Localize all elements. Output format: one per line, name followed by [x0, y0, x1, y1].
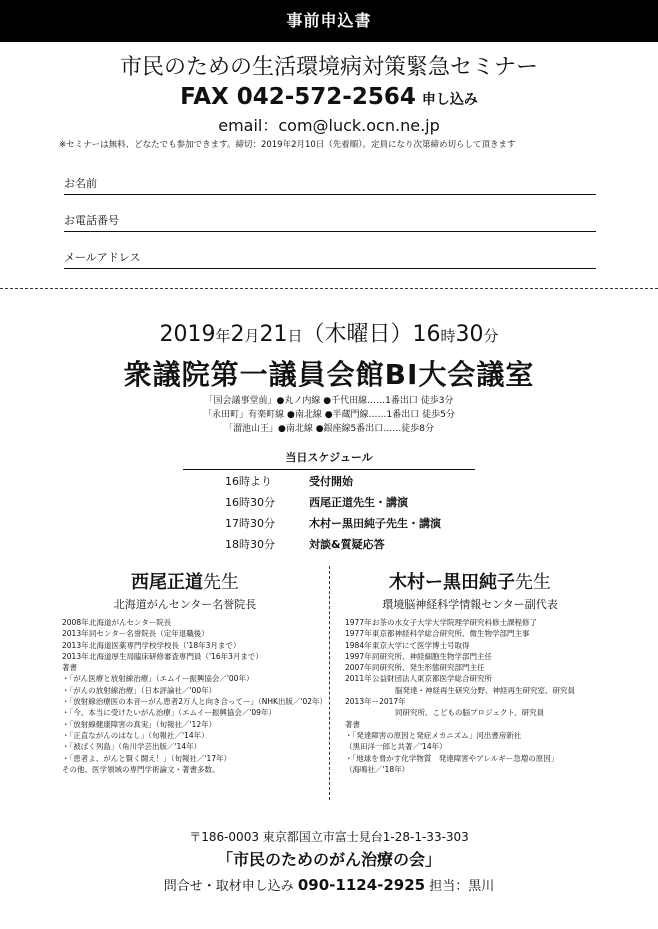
bio-text: ・「被ばく列島」（角川学芸出版／'14年）: [62, 742, 202, 752]
bio-text: 著書: [62, 663, 77, 673]
bio-text: ・「正直ながんのはなし」（旬報社／'14年）: [62, 730, 209, 740]
bio-line: [345, 741, 575, 752]
bio-text: ・「今、本当に受けたいがん治療」（エムイー振興協会／'09年）: [62, 708, 276, 718]
notice-text: ※セミナーは無料、どなたでも参加できます。締切：2019年2月10日（先着順）。定員になり次第締め切らして頂きます: [59, 140, 516, 150]
schedule-time: 16時より: [225, 475, 272, 488]
bio-year: 2013年: [62, 629, 89, 639]
access-line: 「国会議事堂前」●丸ノ内線 ●千代田線……1番出口 徒歩3分: [204, 396, 454, 406]
event-day: 21: [259, 322, 288, 347]
bio-line: [62, 753, 327, 764]
schedule-row: [225, 536, 441, 557]
bio-text: 著書: [345, 719, 360, 729]
bio-text: その他、医学領域の専門学術論文・著書多数。: [62, 764, 220, 774]
bio-year: 2013年: [62, 651, 89, 661]
bio-year: 2008年: [62, 618, 89, 627]
bio-text: ・「がんの放射線治療」（日本評論社／'00年）: [62, 685, 217, 695]
name-field[interactable]: [64, 177, 596, 195]
schedule-event: 木村ー黒田純子先生・講演: [309, 517, 441, 530]
speaker-bio: [345, 617, 575, 775]
bio-line: [345, 764, 575, 775]
schedule-time: 16時30分: [225, 496, 275, 509]
event-venue: 衆議院第一議員会館BI大会議室: [123, 358, 535, 391]
phone-field-label: お電話番号: [64, 214, 119, 227]
event-month: 2: [230, 322, 245, 347]
access-line: 「永田町」有楽町線 ●南北線 ●半蔵門線……1番出口 徒歩5分: [203, 410, 455, 420]
email-address: email：com@luck.ocn.ne.jp: [218, 116, 440, 135]
bio-text: ・「放射線健康障害の真実」（旬報社／'12年）: [62, 719, 217, 729]
email-field[interactable]: [64, 251, 596, 269]
bio-line: [345, 707, 575, 718]
schedule-event: 対談&質疑応答: [309, 538, 385, 551]
bio-year: 2011年: [345, 674, 372, 684]
bio-text: ・「地球を脅かす化学物質 発達障害やアレルギー急増の原因」: [345, 753, 559, 763]
bio-line: [345, 696, 575, 707]
bio-text: 東京大学にて医学博士号取得: [372, 640, 470, 650]
access-line: 「溜池山王」●南北線 ●銀座線5番出口……徒歩8分: [223, 424, 435, 434]
bio-text: ・「がん医療と放射線治療」（エムイー振興協会／'00年）: [62, 674, 254, 684]
email-field-label: メールアドレス: [64, 251, 141, 264]
bio-line: [62, 707, 327, 718]
event-minute: 30: [455, 322, 484, 347]
schedule-row: [225, 473, 441, 494]
address: 〒186-0003 東京都国立市富士見台1-28-1-33-303: [189, 830, 469, 844]
speaker-title: 環境脳神経科学情報センター副代表: [382, 598, 558, 611]
schedule-title: 当日スケジュール: [183, 449, 475, 470]
bio-line: [345, 730, 575, 741]
bio-text: 北海道がんセンター院長: [89, 618, 172, 627]
bio-line: [62, 764, 327, 775]
bio-line: [345, 719, 575, 730]
bio-text: 北海道医薬専門学校学校長（'18年3月まで）: [89, 640, 241, 650]
bio-year: 1977年: [345, 629, 372, 639]
speaker-name: 木村ー黒田純子先生: [389, 572, 551, 593]
bio-line: [345, 685, 575, 696]
bio-text: 公益財団法人東京都医学総合研究所: [372, 674, 492, 684]
schedule-event: 西尾正道先生・講演: [309, 496, 408, 509]
bio-line: [345, 640, 575, 651]
bio-line: [345, 628, 575, 639]
bio-text: （黒田洋一郎と共著／'14年）: [345, 742, 447, 752]
bio-text: ・「放射線治療医の本音ーがん患者2万人と向き合ってー」（NHK出版／'02年）: [62, 697, 328, 707]
schedule-list: [225, 473, 441, 557]
fax-suffix: 申し込み: [421, 92, 478, 108]
speaker-bio: [62, 617, 327, 775]
speaker-divider: [329, 566, 330, 800]
cut-line-divider: [0, 288, 658, 289]
fax-line: [0, 84, 658, 110]
bio-line: [62, 640, 327, 651]
bio-line: [62, 730, 327, 741]
contact-line: [0, 875, 658, 894]
event-year: 2019: [159, 322, 216, 347]
bio-year: 1997年: [345, 651, 372, 661]
seminar-title: 市民のための生活環境病対策緊急セミナー: [119, 55, 538, 80]
speaker-name: 西尾正道先生: [131, 572, 239, 593]
bio-line: [345, 617, 575, 628]
bio-line: [345, 673, 575, 684]
speaker-title: 北海道がんセンター名誉院長: [113, 598, 257, 611]
bio-line: [62, 719, 327, 730]
bio-line: [345, 651, 575, 662]
event-hour: 16: [412, 322, 441, 347]
event-date: 2019年2月21日（木曜日）16時30分: [159, 322, 499, 347]
bio-text: 同研究所、発生形態研究部門主任: [372, 663, 485, 673]
event-weekday: （木曜日）: [302, 322, 413, 347]
schedule-row: [225, 494, 441, 515]
bio-text: 同研究所、神経細胞生物学部門主任: [372, 651, 492, 661]
contact-label: 問合せ・取材申し込み: [163, 879, 294, 894]
organization-name: 「市民のためのがん治療の会」: [216, 850, 441, 869]
bio-line: [345, 662, 575, 673]
bio-year: 1984年: [345, 640, 372, 650]
schedule-event: 受付開始: [309, 475, 353, 488]
name-field-label: お名前: [64, 177, 97, 190]
bio-text: 北海道厚生局臨床研修審査専門員（'16年3月まで）: [89, 651, 263, 661]
phone-field[interactable]: [64, 214, 596, 232]
bio-line: [62, 685, 327, 696]
bio-text: 同センター名誉院長（定年退職後）: [89, 629, 209, 639]
schedule-row: [225, 515, 441, 536]
contact-phone: 090-1124-2925: [297, 876, 426, 894]
bio-text: お茶の水女子大学大学院理学研究科修士課程修了: [372, 618, 537, 627]
bio-line: [62, 741, 327, 752]
bio-line: [62, 696, 327, 707]
bio-line: [62, 673, 327, 684]
contact-person: 担当：黒川: [429, 879, 495, 894]
bio-text: ・「患者よ、がんと賢く闘え！」（旬報社／'17年）: [62, 753, 232, 763]
bio-year: 1977年: [345, 618, 372, 627]
bio-line: [62, 628, 327, 639]
schedule-time: 17時30分: [225, 517, 275, 530]
bio-year: 2013年: [62, 640, 89, 650]
bio-line: [62, 651, 327, 662]
bio-line: [62, 617, 327, 628]
schedule-time: 18時30分: [225, 538, 275, 551]
bio-text: ・「発達障害の原因と発症メカニズム」河出書房新社: [345, 730, 522, 740]
access-info: [0, 394, 658, 436]
bio-year: 2013年ー2017年: [345, 697, 406, 707]
bio-text: 東京都神経科学総合研究所、微生物学部門主事: [372, 629, 530, 639]
bio-line: [345, 753, 575, 764]
header-banner: 事前申込書: [0, 0, 658, 42]
bio-year: 2007年: [345, 663, 372, 673]
fax-number: FAX 042-572-2564: [180, 84, 416, 110]
bio-text: 同研究所、こどもの脳プロジェクト、研究員: [395, 708, 545, 718]
bio-text: （海鳴社／'18年）: [345, 764, 410, 774]
bio-line: [62, 662, 327, 673]
bio-text: 脳発達・神経再生研究分野、神経再生研究室、研究員: [395, 685, 575, 695]
